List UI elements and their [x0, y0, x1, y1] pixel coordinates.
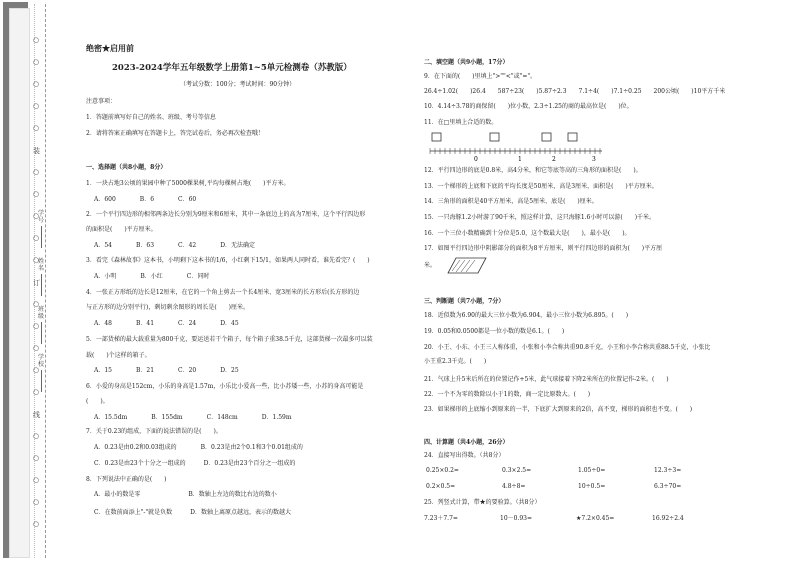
calc-item: ★7.2×0.45= [576, 515, 615, 522]
question-line: 7．关于0.23的组成，下面的说法错误的是( )。 [86, 428, 222, 435]
binding-hole-icon: ○ [33, 520, 40, 528]
question-9: 9．在下面的( )里填上">""<"或"="。 [424, 73, 537, 80]
binding-hole-icon: ○ [33, 344, 40, 352]
question-line: A．48 B．41 C．24 D．45 [94, 320, 239, 327]
binding-hole-icon: ○ [33, 124, 40, 132]
judge-line: 18．近似数为6.90的最大三位小数为6.904，最小三位小数为6.895。( ) [424, 312, 629, 319]
field-school: 学校 [38, 354, 44, 392]
binding-hole-icon: ○ [33, 300, 40, 308]
calc-item: 6.3÷70= [654, 483, 682, 490]
question-line: A．小明 B．小红 C．同时 [94, 273, 210, 280]
judge-line: 22．一个不为零的数除以小于1的数，商一定比原数大。( ) [424, 391, 591, 398]
field-name: 姓名 [38, 258, 44, 296]
question-line: C．0.23是由23个十分之一组成的 D．0.23是由23个百分之一组成的 [94, 460, 296, 467]
question-line: 3．看完《森林故事》这本书，小明剩下这本书的1/6，小红剩下15/1，如果两人同时看，谁先看完？( ) [86, 257, 370, 264]
binding-dashed-line [45, 4, 46, 558]
question-line: 载( )个这样的箱子。 [86, 352, 151, 359]
question-11: 11．在□里填上合适的数。 [424, 119, 498, 126]
binding-hole-icon: ○ [33, 212, 40, 220]
binding-hole-icon: ○ [33, 454, 40, 462]
field-class: 班级 [38, 306, 44, 344]
judge-line: 19．0.05和0.0500都是一位小数的数是6.1。( ) [424, 328, 565, 335]
answer-box [490, 133, 499, 141]
binding-hole-icon: ○ [33, 498, 40, 506]
note-1: 1．答题前填写好自己的姓名、班级、考号等信息 [86, 114, 216, 121]
question-line: A．15.5dm B．155dm C．148cm D．1.59m [94, 414, 292, 421]
answer-box [542, 133, 551, 141]
binding-hole-icon: ○ [33, 80, 40, 88]
axis-label: 1 [518, 156, 522, 163]
calc-item: 0.3×2.5= [502, 467, 532, 474]
parallelogram-figure [446, 257, 488, 275]
question-25: 25．列竖式计算，带★的要验算。（共8分） [424, 499, 541, 506]
axis-label: 0 [474, 156, 478, 163]
binding-hole-icon: ○ [33, 168, 40, 176]
question-24: 24．直接写出得数。（共8分） [424, 452, 505, 459]
calc-item: 4.8÷8= [502, 483, 526, 490]
question-line: 与正方形的边分别平行)，剩切剩余图形的周长是( )厘米。 [86, 304, 250, 311]
section-calc: 四、计算题（共4小题，26分） [424, 439, 509, 446]
judge-line: 20．小王、小东、小王三人称体重，小张和小李合称共重90.8千克，小王和小李合称共重88.5千克，小张比 [424, 344, 711, 351]
question-line: 的面积是( )平方厘米。 [86, 226, 157, 233]
question-17-tail: 米。 [424, 262, 437, 269]
question-line: 14．三角形的面积是40平方厘米，高是5厘米，底是( )厘米。 [424, 198, 598, 205]
binding-hole-icon: ○ [33, 234, 40, 242]
binding-hole-icon: ○ [33, 102, 40, 110]
calc-item: 0.2×0.5= [426, 483, 456, 490]
calc-item: 0.25×0.2= [426, 467, 459, 474]
question-line: 8．下列说法中正确的是( ) [86, 476, 167, 483]
question-line: 1．一块占地3公顷的果园中种了5000棵果树,平均每棵树占地( )平方米。 [86, 180, 290, 187]
axis-label: 3 [592, 156, 596, 163]
notes-title: 注意事项： [86, 98, 117, 105]
binding-hole-icon: ○ [33, 58, 40, 66]
calc-item: 10－0.93= [500, 515, 533, 522]
note-2: 2．请将答案正确填写在答题卡上，答完试卷后，务必再次检查哦！ [86, 130, 264, 137]
calc-item: 1.05÷0= [578, 467, 606, 474]
exam-title: 2023-2024学年五年级数学上册第1~5单元检测卷（苏教版） [112, 63, 352, 73]
question-line: A．最小的数是零 B．数轴上左边的数比右边的数小 [94, 491, 277, 498]
binding-hole-icon: ○ [33, 476, 40, 484]
question-line: 13．一个梯形的上底和下底的平均长度是50厘米，高是3厘米，面积是( )平方厘米。 [424, 183, 658, 190]
binding-hole-icon: ○ [33, 322, 40, 330]
calc-item: 7.23＋7.7= [424, 515, 458, 522]
answer-box [432, 133, 441, 141]
question-line: 5．一部货梯的最大载重量为800千克，要运送若干个箱子，每个箱子重38.5千克，这部货梯一次最多可以装 [86, 336, 373, 343]
calc-item: 16.92÷2.4 [652, 515, 684, 522]
question-line: C．在数前面添上"-"就是负数 D．数轴上离原点越远，表示的数越大 [94, 509, 291, 516]
question-line: A．54 B．63 C．42 D．无法确定 [94, 242, 256, 249]
binding-hole-icon: ○ [33, 432, 40, 440]
secret-label: 绝密★启用前 [86, 43, 134, 53]
question-line: 16．一个三位小数精确到十分位是5.0，这个数最大是( )，最小是( )。 [424, 230, 631, 237]
binding-hole-icon: ○ [33, 366, 40, 374]
binding-hole-icon: ○ [33, 36, 40, 44]
binding-hole-icon: ○ [33, 256, 40, 264]
binding-char: 线 [33, 411, 40, 419]
question-line: 2．一个平行四边形的相邻两条边长分别为9厘米和6厘米，其中一条底边上的高为7厘米，这个平行四边形 [86, 211, 366, 218]
judge-line: 21．气球上升5米后所在的位置记作+5米，此气球接着下降2米所在的位置记作-2米。( ) [424, 376, 669, 383]
binding-hole-icon: ○ [33, 388, 40, 396]
field-student-id: 学号 [38, 210, 44, 248]
question-line: 17．如图平行四边形中阴影部分的面积为8平方厘米，则平行四边形的面积为( )平方厘 [424, 245, 663, 252]
section-fill: 二、填空题（共9小题，17分） [424, 59, 509, 66]
question-line: A．600 B．6 C．60 [94, 196, 197, 203]
answer-box [568, 133, 577, 141]
judge-line: 23．如果梯形的上底缩小到原来的一半，下底扩大到原来的2倍，高不变，梯形的面积也不变。( ) [424, 406, 693, 413]
question-line: 15．一只海豚1.2小时游了90千米，照这样计算，这只海豚1.6小时可以游( )千米。 [424, 214, 656, 221]
number-line [428, 132, 606, 164]
calc-item: 10÷0.5= [578, 483, 606, 490]
question-line: 12．平行四边形的底是0.8米，高4分米，和它等底等高的三角形的面积是( )。 [424, 167, 642, 174]
binding-char: 装 [33, 147, 40, 155]
question-line: 4．一张正方形纸的边长是12厘米，在它的一个角上剪去一个长4厘米、宽3厘米的长方形后(长方形的边 [86, 289, 360, 296]
section-choice: 一、选择题（共8小题，8分） [86, 164, 167, 171]
question-9-items: 26.4÷1.02( )26.4 587÷23( )5.87÷2.3 7.1÷4( )7.1÷0.25 200公顷( )10平方千米 [424, 88, 726, 95]
binding-margin [0, 0, 68, 562]
question-line: 6．小爱的身高是152cm，小乐的身高是1.57m，小乐比小爱高一些，比小苏矮一些，小苏的身高可能是 [86, 383, 364, 390]
question-10: 10．4.14÷3.78的商保留( )位小数，2.3÷1.25的商的最高位是( )位。 [424, 103, 633, 110]
calc-item: 12.3÷3= [654, 467, 682, 474]
exam-info: （考试分数：100分；考试时间：90分钟） [180, 81, 296, 88]
section-judge: 三、判断题（共7小题，7分） [424, 298, 505, 305]
binding-hole-icon: ○ [33, 190, 40, 198]
judge-line: 小王重2.3千克。( ) [424, 358, 487, 365]
question-line: A．15 B．21 C．20 D．25 [94, 367, 239, 374]
binding-char: 订 [33, 279, 40, 287]
question-line: A．0.23是由0.2和0.03组成的 B．0.23是由2个0.1和3个0.01组成的 [94, 444, 303, 451]
question-line: ( )。 [86, 398, 109, 405]
axis-label: 2 [552, 156, 556, 163]
binding-strip [3, 2, 28, 558]
